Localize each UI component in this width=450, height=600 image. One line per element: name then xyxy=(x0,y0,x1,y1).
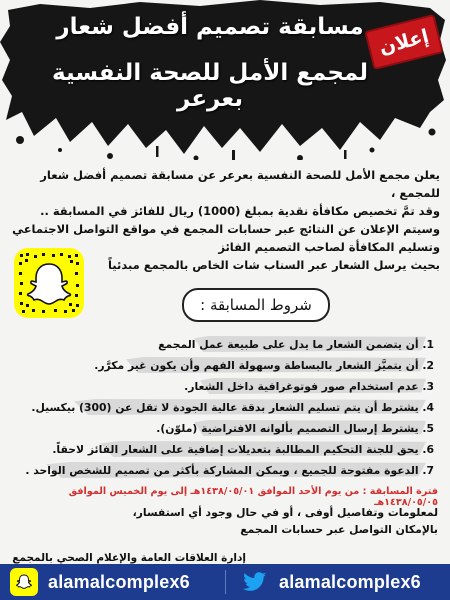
condition-text: 7. الدعوة مفتوحة للجميع ، ويمكن المشاركة بأكثر من تصميم للشخص الواحد . xyxy=(25,463,434,477)
conditions-list xyxy=(10,334,438,481)
list-item xyxy=(10,397,438,417)
snapcode-qr[interactable] xyxy=(14,248,84,318)
intro-line: وسيتم الإعلان عن النتائج عبر حسابات المجمع في مواقع التواصل الاجتماعي xyxy=(12,222,440,236)
condition-text: 5. يشترط إرسال التصميم بألوانه الافتراضية (ملوّن). xyxy=(156,421,434,435)
condition-text: 6. يحق للجنة التحكيم المطالبة بتعديلات إضافية على الشعار الفائز لاحقاً. xyxy=(52,442,434,456)
intro-line: وقد تمَّ تخصيص مكافأة نقدية بمبلغ (1000) ريال للفائز في المسابقة .. xyxy=(40,204,440,218)
header-ink-splash xyxy=(0,0,450,160)
list-item xyxy=(10,418,438,438)
snapchat-ghost-icon xyxy=(14,248,84,318)
poster-title-line1: مسابقة تصميم أفضل شعار xyxy=(56,14,364,40)
contact-line: بالإمكان التواصل عبر حسابات المجمع xyxy=(240,523,438,536)
contact-info xyxy=(10,504,438,538)
list-item xyxy=(10,355,438,375)
list-item xyxy=(10,334,438,354)
poster-title-line2: لمجمع الأمل للصحة النفسية بعرعر xyxy=(52,60,368,112)
snapchat-icon xyxy=(10,568,38,596)
badge-label: إعلان xyxy=(377,25,431,59)
list-item xyxy=(10,376,438,396)
snapchat-handle: alamalcomplex6 xyxy=(48,571,190,592)
intro-line: بحيث يرسل الشعار عبر السناب شات الخاص بالمجمع مبدئياً xyxy=(107,258,440,272)
twitter-handle: alamalcomplex6 xyxy=(279,571,421,592)
contact-line: لمعلومات وتفاصيل أوفى ، أو في حال وجود أي استفسار، xyxy=(132,506,438,519)
condition-text: 1. أن يتضمن الشعار ما يدل على طبيعة عمل المجمع xyxy=(158,337,434,351)
snapchat-account-link[interactable] xyxy=(0,564,225,600)
social-footer xyxy=(0,564,450,600)
twitter-bird-icon xyxy=(241,568,269,596)
intro-line: وتسليم المكافأة لصاحب التصميم الفائز xyxy=(218,240,440,254)
condition-text: 4. يشترط أن يتم تسليم الشعار بدقة عالية الجودة لا تقل عن (300) بيكسيل. xyxy=(31,400,434,414)
condition-text: 3. عدم استخدام صور فوتوغرافية داخل الشعار. xyxy=(184,379,434,393)
twitter-account-link[interactable] xyxy=(225,564,450,600)
condition-text: 2. أن يتميَّز الشعار بالبساطة وسهولة الفهم وأن يكون غير مكرَّر. xyxy=(94,358,434,372)
list-item xyxy=(10,460,438,480)
department-signature: إدارة العلاقات العامة والإعلام الصحي بالمجمع xyxy=(12,552,246,564)
conditions-heading: شروط المسابقة : xyxy=(182,288,330,322)
competition-period: فترة المسابقة : من يوم الأحد الموافق ١٤٣٨/٠٥/٠١هـ إلى يوم الخميس الموافق ١٤٣٨/٠٥/٠٥هـ xyxy=(68,486,438,508)
intro-line: يعلن مجمع الأمل للصحة النفسية بعرعر عن مسابقة تصميم أفضل شعار للمجمع ، xyxy=(40,168,440,200)
list-item xyxy=(10,439,438,459)
